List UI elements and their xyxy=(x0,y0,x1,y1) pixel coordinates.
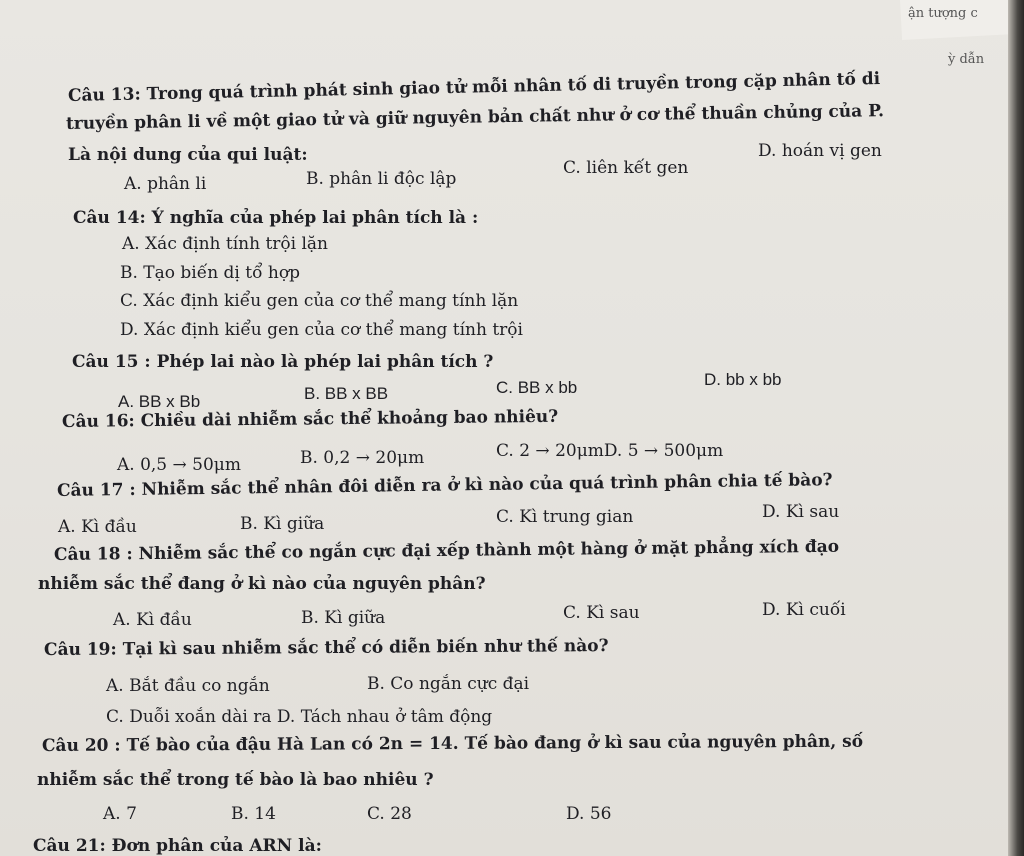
question-17-title: Câu 17 : Nhiễm sắc thể nhân đôi diễn ra ở kì nào của quá trình phân chia tế bào? xyxy=(56,470,833,501)
option-a: A. Kì đầu xyxy=(113,610,192,630)
question-13-title: Câu 13: Trong quá trình phát sinh giao tử mỗi nhân tố di truyền trong cặp nhân tố di xyxy=(67,68,881,106)
option-a: A. Bắt đầu co ngắn xyxy=(106,676,270,696)
question-15-title: Câu 15 : Phép lai nào là phép lai phân tích ? xyxy=(72,352,494,372)
option-a: A. 0,5 → 50μm xyxy=(117,455,241,475)
question-21-title: Câu 21: Đơn phân của ARN là: xyxy=(33,836,322,856)
option-d: D. Kì sau xyxy=(762,502,840,522)
option-d: D. hoán vị gen xyxy=(758,141,882,161)
option-d: D. bb x bb xyxy=(704,370,782,389)
question-18-title: Câu 18 : Nhiễm sắc thể co ngắn cực đại xếp thành một hàng ở mặt phẳng xích đạo xyxy=(53,536,840,565)
option-d: D. Xác định kiểu gen của cơ thể mang tính trội xyxy=(120,320,523,340)
question-20-line-2: nhiễm sắc thể trong tế bào là bao nhiêu ? xyxy=(37,770,434,790)
question-13-line-3: Là nội dung của qui luật: xyxy=(68,145,308,165)
option-b: B. 0,2 → 20μm xyxy=(300,448,425,468)
fragment-top-right: ận tượng c xyxy=(908,6,978,21)
option-c-d: C. 2 → 20μmD. 5 → 500μm xyxy=(496,441,724,461)
option-b: B. 14 xyxy=(231,804,276,824)
option-c: C. liên kết gen xyxy=(563,158,689,178)
option-c: C. BB x bb xyxy=(496,378,578,397)
question-18-line-2: nhiễm sắc thể đang ở kì nào của nguyên phân? xyxy=(38,574,486,594)
option-b: B. Co ngắn cực đại xyxy=(367,674,530,694)
option-c-d: C. Duỗi xoắn dài ra D. Tách nhau ở tâm động xyxy=(106,707,493,727)
fragment-right-margin: ỳ dẫn xyxy=(948,52,985,67)
option-d: D. Kì cuối xyxy=(762,600,846,620)
option-a: A. 7 xyxy=(103,804,137,824)
option-a: A. Xác định tính trội lặn xyxy=(122,234,328,254)
question-14-title: Câu 14: Ý nghĩa của phép lai phân tích là : xyxy=(73,208,479,228)
option-a: A. Kì đầu xyxy=(58,517,137,537)
option-c: C. Xác định kiểu gen của cơ thể mang tính lặn xyxy=(120,291,519,311)
option-c: C. 28 xyxy=(367,804,412,824)
question-19-title: Câu 19: Tại kì sau nhiễm sắc thể có diễn biến như thế nào? xyxy=(43,636,609,660)
option-b: B. phân li độc lập xyxy=(306,169,457,189)
option-c: C. Kì sau xyxy=(563,603,640,623)
question-13-line-2: truyền phân li về một giao tử và giữ nguyên bản chất như ở cơ thể thuần chủng của P. xyxy=(65,101,885,134)
option-b: B. Kì giữa xyxy=(301,608,386,628)
option-b: B. BB x BB xyxy=(304,384,389,403)
option-a: A. phân li xyxy=(124,174,207,194)
question-20-title: Câu 20 : Tế bào của đậu Hà Lan có 2n = 14. Tế bào đang ở kì sau của nguyên phân, số xyxy=(41,731,864,756)
option-c: C. Kì trung gian xyxy=(496,507,634,527)
question-16-title: Câu 16: Chiều dài nhiễm sắc thể khoảng bao nhiêu? xyxy=(61,406,559,432)
option-b: B. Tạo biến dị tổ hợp xyxy=(120,263,300,283)
option-b: B. Kì giữa xyxy=(240,514,325,534)
page-edge-shadow xyxy=(1008,0,1024,856)
option-a: A. BB x Bb xyxy=(118,392,201,411)
option-d: D. 56 xyxy=(566,804,612,824)
